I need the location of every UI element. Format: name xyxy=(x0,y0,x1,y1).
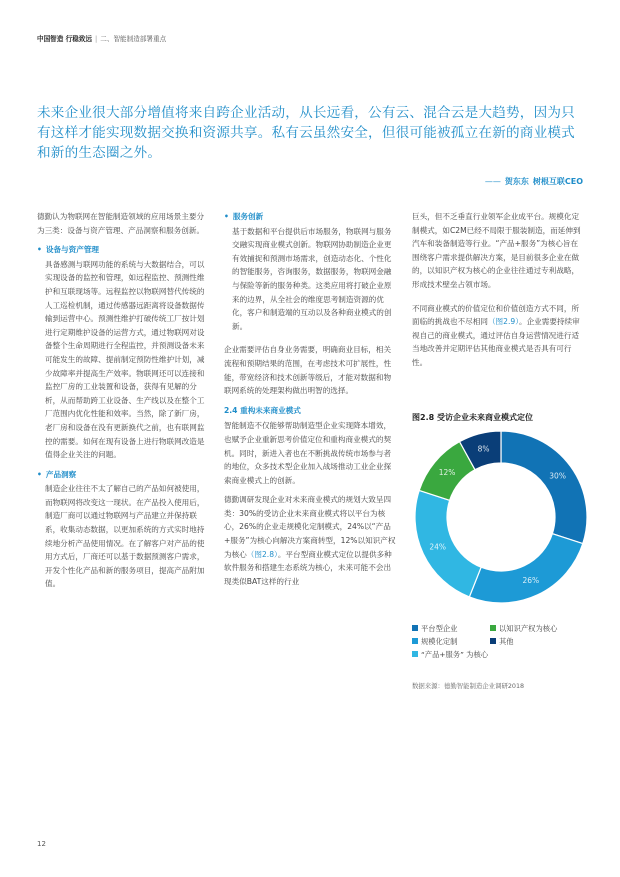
value-positioning-paragraph: 不同商业模式的价值定位和价值创造方式不同，所面临的挑战也不尽相同（图2.9）。企业需要持续审视自己的商业模式，通过评估自身运营情况进行适当地改善并定期评估其他商业模式是否具有可行性。 xyxy=(412,303,580,367)
legend-item-2 xyxy=(412,650,488,660)
running-header xyxy=(37,33,166,43)
legend-item-3 xyxy=(490,624,557,634)
bullet-dot: • xyxy=(37,469,42,479)
architecture-paragraph: 企业需要评估自身业务需要，明确商业目标，相关流程和预期结果的范围，在考虑技术可扩展性，性能，带宽经济和技术创新等级后，才能对数据和物联网系统的处理架构做出明智的选择。 xyxy=(224,345,392,396)
bullet-dot: • xyxy=(224,212,229,221)
header-brand: 中国智造 行稳致远 xyxy=(37,35,93,43)
legend-label: “产品+服务” 为核心 xyxy=(421,650,489,659)
attribution-name: 贺东东 xyxy=(504,177,529,186)
legend-label: 以知识产权为核心 xyxy=(499,624,558,633)
legend-label: 其他 xyxy=(499,637,514,646)
column-middle xyxy=(224,210,396,594)
header-separator: | xyxy=(95,35,98,43)
page-number: 12 xyxy=(37,840,46,848)
donut-slice-label-1: 26% xyxy=(522,575,540,585)
legend-swatch xyxy=(490,638,496,644)
bullet-dot: • xyxy=(37,245,42,255)
intro-paragraph: 德勤认为物联网在智能制造领域的应用场景主要分为三类：设备与资产管理、产品洞察和服务创新。 xyxy=(37,212,205,235)
header-section: 二、智能制造部署重点 xyxy=(100,35,167,43)
subheading-product-insight: • 产品洞察 xyxy=(37,469,77,479)
legend-label: 规模化定制 xyxy=(421,637,458,646)
survey-paragraph: 德勤调研发现企业对未来商业模式的规划大致呈四类：30%的受访企业未来商业模式将以平台为核心，26%的企业走规模化定制模式，24%以“产品+服务”为核心向解决方案商转型，12%以知识产权为核心（图2.8）。平台型商业模式定位以提供多种软件服务和搭建生态系统为核心，未来可能不会出现类似BAT这样的行业 xyxy=(224,495,396,586)
donut-slice-0 xyxy=(501,431,587,544)
subheading-service-innovation: • 服务创新 xyxy=(224,212,264,221)
legend-item-1 xyxy=(412,637,457,647)
figure-title: 图2.8 受访企业未来商业模式定位 xyxy=(412,413,533,422)
donut-slice-label-0: 30% xyxy=(549,471,566,481)
quote-attribution xyxy=(485,176,583,187)
subheading-asset-management: • 设备与资产管理 xyxy=(37,245,100,255)
legend-swatch xyxy=(412,638,418,644)
legend-swatch xyxy=(412,651,418,657)
legend-item-0 xyxy=(412,624,457,634)
pull-quote: 未来企业很大部分增值将来自跨企业活动，从长远看，公有云、混合云是大趋势，因为只有这样才能实现数据交换和资源共享。私有云虽然安全，但很可能被孤立在新的商业模式和新的生态圈之外。 xyxy=(37,105,575,161)
business-model-paragraph: 智能制造不仅能够帮助制造型企业实现降本增效，也赋予企业重新思考价值定位和重构商业模式的契机。同时，新进入者也在不断挑战传统市场参与者的地位，众多技术型企业加入战场推动工业企业探索商业模式上的创新。 xyxy=(224,421,392,485)
donut-slice-label-4: 8% xyxy=(477,444,490,454)
figure-reference: （图2.9） xyxy=(487,317,519,327)
product-insight-paragraph: 制造企业往往不太了解自己的产品如何被使用，而物联网将改变这一现状。在产品投入使用后，制造厂商可以通过物联网与产品建立并保持联系，收集动态数据，以更加系统的方式实时地持续地分析产品使用情况。在了解客户对产品的使用方式后，厂商还可以基于数据预测客户需求，开发个性化产品和新的服务项目，提高产品附加值。 xyxy=(45,484,205,589)
donut-slice-1 xyxy=(469,534,582,603)
column-right xyxy=(412,210,584,376)
donut-slice-label-2: 24% xyxy=(429,542,446,552)
donut-slice-2 xyxy=(415,490,481,597)
section-heading-business-model: 2.4 重构未来商业模式 xyxy=(224,405,301,415)
donut-slice-label-3: 12% xyxy=(438,467,456,477)
continuation-paragraph: 巨头，但不乏垂直行业领军企业成平台。规模化定制模式，如C2M已经不局限于服装制造，而延伸到汽车和装备制造等行业。“产品+服务”为核心旨在围绕客户需求提供解决方案，是目前很多企业在做的，以知识产权为核心的企业往往通过专利战略，形成技术壁垒占领市场。 xyxy=(412,212,581,289)
legend-swatch xyxy=(412,625,418,631)
figure-reference: （图2.8） xyxy=(246,549,278,559)
legend-item-4 xyxy=(490,637,514,647)
asset-management-paragraph: 具备感测与联网功能的系统与大数据结合，可以实现设备的监控和管理，如远程监控、预测性维护和互联现场等。远程监控以物联网替代传统的人工巡检机制，通过传感器远距离将设备数据传输到运营中心。预测性维护打破传统工厂按计划进行定期维护设备的运营方式，通过物联网对设备整个生命周期进行全程监控，并预测设备未来可能发生的故障、提前制定预防性维护计划，减少故障率并提高生产效率。物联网还可以连接和监控厂房的工业装置和设备，获得有见解的分析，从而帮助跨工业设备、生产线以及在整个工厂范围内优化性能和效率。当然，除了新厂房，老厂房和设备在没有更新换代之前，也有联网监控的需要。如何在现有设备上进行物联网改造是值得企业关注的问题。 xyxy=(45,259,205,460)
service-innovation-paragraph: 基于数据和平台提供后市场服务，物联网与服务交融实现商业模式创新。物联网协助制造企业更有效捕捉和预测市场需求，创造动态化、个性化的智能服务，咨询服务，数据服务，物联网金融与保险等新的服务种类。这类应用将打破企业原来的边界，从全社会的维度思考制造资源的优化，客户和制造端的互动以及各种商业模式的创新。 xyxy=(232,226,392,331)
figure-source: 数据来源：德勤智能制造企业调研2018 xyxy=(412,682,525,690)
attribution-title: 树根互联CEO xyxy=(532,177,583,186)
column-left xyxy=(37,210,207,597)
legend-swatch xyxy=(490,625,496,631)
attribution-dash: —— xyxy=(484,177,501,186)
donut-chart xyxy=(414,430,588,604)
legend-label: 平台型企业 xyxy=(421,624,458,633)
